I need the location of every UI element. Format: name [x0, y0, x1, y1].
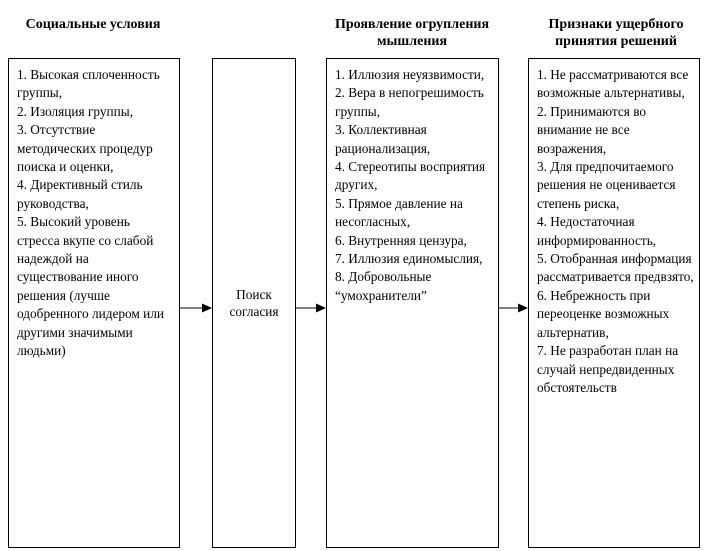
consensus-seeking-label: Поиск согласия — [229, 287, 279, 319]
decision-defect-item: 7. Не разработан план на случай непредвиденных обстоятельств — [537, 343, 679, 395]
manifestation-item: 4. Стереотипы восприятия других, — [335, 159, 486, 193]
decision-defect-item: 3. Для предпочитаемого решения не оценивается степень риска, — [537, 159, 676, 211]
social-conditions-box — [8, 58, 180, 548]
arrow-right-icon — [180, 301, 212, 315]
arrow-right-icon — [499, 301, 528, 315]
decision-defect-item: 4. Недостаточная информированность, — [537, 214, 657, 248]
consensus-seeking-box — [212, 58, 296, 548]
decision-defect-item: 2. Принимаются во внимание не все возражения, — [537, 103, 647, 156]
manifestation-item: 3. Коллективная рационализация, — [335, 122, 431, 156]
header-groupthink-manifestations: Проявление огрупления мышления — [334, 17, 490, 49]
social-condition-item: 2. Изоляция группы, — [17, 103, 134, 119]
header-decision-defects: Признаки ущербного принятия решений — [548, 17, 684, 49]
decision-defect-item: 5. Отобранная информация рассматривается предвзято, — [537, 251, 694, 285]
manifestation-item: 7. Иллюзия единомыслия, — [335, 251, 483, 267]
social-condition-item: 1. Высокая сплоченность группы, — [17, 67, 160, 101]
manifestation-item: 8. Добровольные “умохранители” — [335, 269, 432, 303]
decision-defect-item: 6. Небрежность при переоценке возможных альтернатив, — [537, 287, 670, 340]
decision-defects-box — [528, 58, 700, 548]
groupthink-manifestations-box — [326, 58, 499, 548]
decision-defect-item: 1. Не рассматриваются все возможные альтернативы, — [537, 67, 689, 101]
manifestation-item: 1. Иллюзия неуязвимости, — [335, 67, 485, 82]
social-condition-item: 5. Высокий уровень стресса вкупе со слабой надеждой на существование иного решения (лучше одобренного лидером или другими значимыми людьми) — [17, 214, 165, 359]
manifestation-item: 2. Вера в непогрешимость группы, — [335, 85, 484, 119]
manifestation-item: 5. Прямое давление на несогласных, — [335, 195, 463, 230]
arrow-right-icon — [296, 301, 326, 315]
header-social-conditions: Социальные условия — [25, 17, 161, 32]
social-condition-item: 3. Отсутствие методических процедур поиска и оценки, — [17, 122, 153, 175]
manifestation-item: 6. Внутренняя цензура, — [335, 232, 467, 248]
social-condition-item: 4. Директивный стиль руководства, — [17, 177, 143, 211]
